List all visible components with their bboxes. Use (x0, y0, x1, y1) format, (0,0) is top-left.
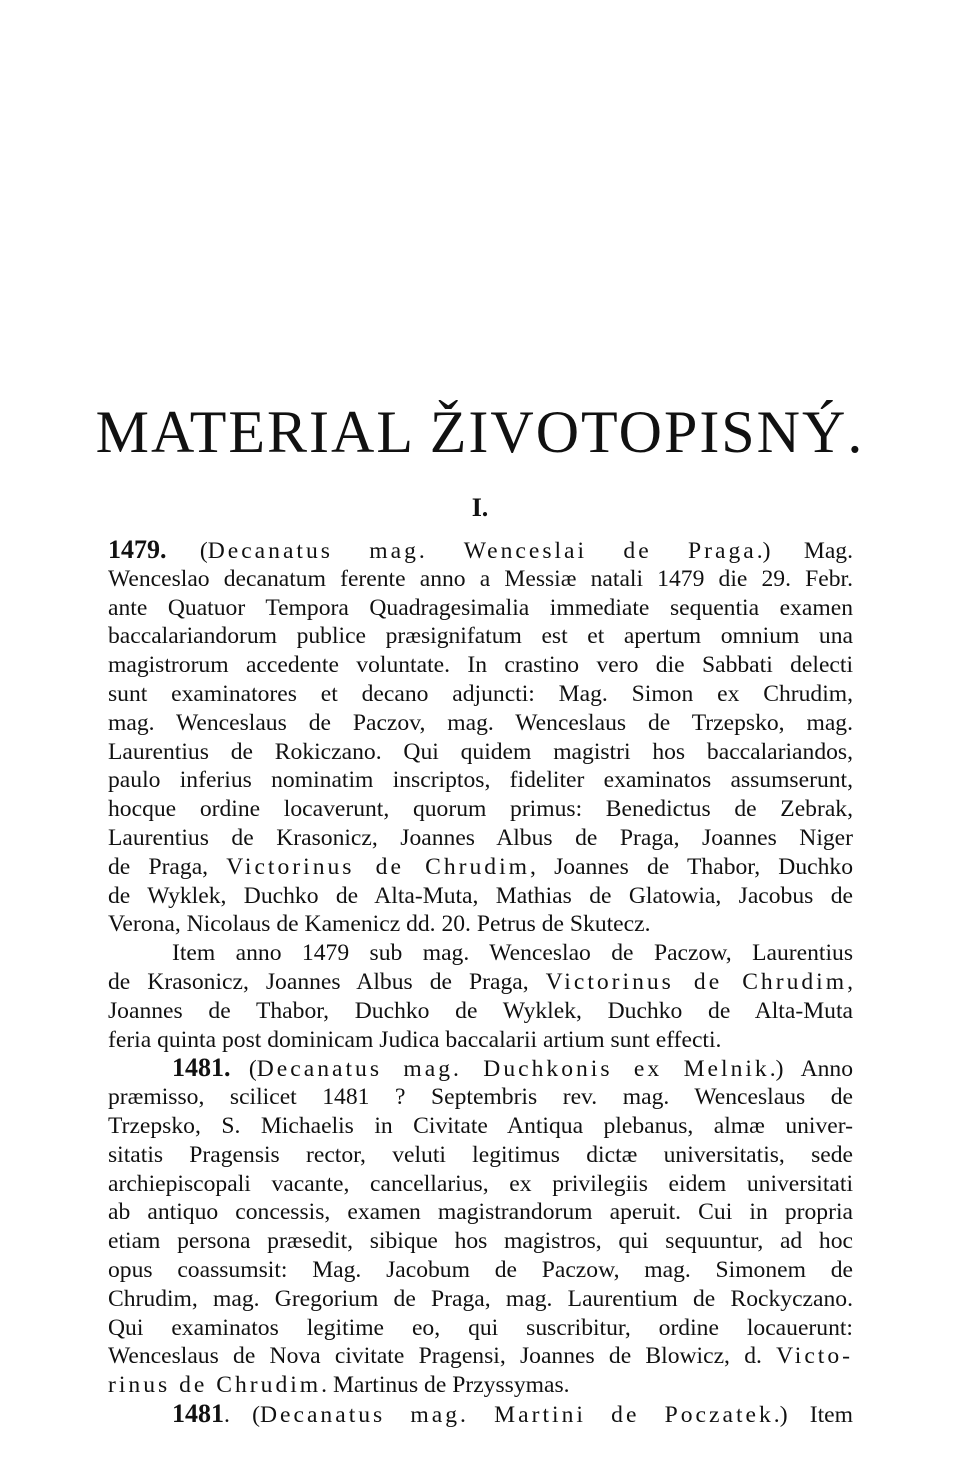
text-line (108, 824, 853, 853)
text-run: mag. Wenceslaus de Paczov, mag. Wenceslaus de Trzepsko, mag. (108, 709, 853, 736)
text-run: Qui examinatos legitime eo, qui suscribitur, ordine locauerunt: (108, 1314, 853, 1341)
text-line (108, 1141, 853, 1170)
page-title: MATERIAL ŽIVOTOPISNÝ. (95, 399, 865, 465)
entry-year: 1481 (172, 1398, 224, 1428)
text-run: sitatis Pragensis rector, veluti legitimus dictæ universitatis, sede (108, 1141, 853, 1168)
text-line (108, 997, 853, 1026)
text-line (108, 1371, 853, 1400)
text-run: magistrorum accedente voluntate. In crastino vero die Sabbati delecti (108, 652, 853, 679)
text-line (108, 853, 853, 882)
text-run: Chrudim, mag. Gregorium de Praga, mag. Laurentium de Rockyczano. (108, 1285, 853, 1312)
spaced-text: Victorinus de Chrudim (226, 853, 531, 880)
text-run: etiam persona præsedit, sibique hos magistros, qui sequuntur, ad hoc (108, 1228, 853, 1255)
text-run: Laurentius de Krasonicz, Joannes Albus de Praga, Joannes Niger (108, 824, 853, 851)
text-run: baccalariandorum publice præsignifatum est et apertum omnium una (108, 623, 853, 650)
text-line (108, 738, 853, 767)
body-text (108, 536, 853, 1429)
text-line (108, 622, 853, 651)
text-run: hocque ordine locaverunt, quorum primus: Benedictus de Zebrak, (108, 796, 853, 823)
text-run: , (847, 968, 853, 995)
entry-year: 1481. (172, 1053, 231, 1083)
text-run: .) Mag. (756, 538, 853, 564)
text-run: Wenceslaus de Nova civitate Pragensi, Joannes de Blowicz, d. (108, 1343, 777, 1370)
text-line (108, 1112, 853, 1141)
text-run: archiepiscopali vacante, cancellarius, ex privilegiis eidem universitati (108, 1170, 853, 1197)
text-line (108, 680, 853, 709)
text-run: Wenceslao decanatum ferente anno a Messiæ natali 1479 die 29. Febr. (108, 565, 853, 592)
text-run: opus coassumsit: Mag. Jacobum de Paczow, mag. Simonem de (108, 1256, 853, 1283)
text-line (108, 1227, 853, 1256)
text-line (108, 1285, 853, 1314)
text-line (108, 882, 853, 911)
text-run: . Martinus de Przyssymas. (321, 1372, 570, 1399)
text-line (108, 1026, 853, 1055)
spaced-text: Decanatus mag. Martini de Poczatek (259, 1401, 774, 1428)
text-line (108, 795, 853, 824)
spaced-text: Decanatus mag. Wenceslai de Praga (207, 538, 757, 564)
text-run: feria quinta post dominicam Judica baccalarii artium sunt effecti. (108, 1026, 722, 1053)
text-line (108, 1314, 853, 1343)
spaced-text: rinus de Chrudim (108, 1372, 322, 1399)
spaced-text: Decanatus mag. Duchkonis ex Melnik (256, 1056, 770, 1083)
text-run: sunt examinatores et decano adjuncti: Mag. Simon ex Chrudim, (108, 680, 853, 707)
text-run: de Krasonicz, Joannes Albus de Praga, (108, 968, 546, 995)
text-line (108, 565, 853, 594)
text-run: .) Anno (769, 1056, 854, 1083)
text-line (108, 536, 853, 565)
text-line (108, 968, 853, 997)
text-line (108, 1342, 853, 1371)
text-line (108, 651, 853, 680)
text-run: ( (166, 538, 208, 564)
text-run: Laurentius de Rokiczano. Qui quidem magistri hos baccalariandos, (108, 738, 853, 765)
text-run: . ( (224, 1401, 260, 1428)
text-run: paulo inferius nominatim inscriptos, fideliter examinatos assumserunt, (108, 767, 853, 794)
text-line (108, 594, 853, 623)
text-run: .) Item (773, 1401, 853, 1428)
text-run: Trzepsko, S. Michaelis in Civitate Antiqua plebanus, almæ univer- (108, 1112, 853, 1139)
text-line (108, 1400, 853, 1429)
text-run: ante Quatuor Tempora Quadragesimalia immediate sequentia examen (108, 594, 853, 621)
text-line (108, 939, 853, 968)
text-line (108, 1083, 853, 1112)
text-line (108, 709, 853, 738)
text-run: de Praga, (108, 853, 227, 880)
text-line (108, 1054, 853, 1083)
text-run: præmisso, scilicet 1481 ? Septembris rev. mag. Wenceslaus de (108, 1084, 853, 1111)
text-line (108, 1170, 853, 1199)
text-run: Verona, Nicolaus de Kamenicz dd. 20. Petrus de Skutecz. (108, 911, 651, 938)
entry-year: 1479. (108, 535, 167, 564)
text-line (108, 910, 853, 939)
text-run: Joannes de Thabor, Duchko de Wyklek, Duchko de Alta-Muta (108, 997, 853, 1024)
spaced-text: Victo- (776, 1343, 853, 1370)
text-run: ( (230, 1056, 257, 1083)
text-line (108, 1256, 853, 1285)
text-run: , Joannes de Thabor, Duchko (530, 853, 853, 880)
text-run: ab antiquo concessis, examen magistrandorum aperuit. Cui in propria (108, 1199, 853, 1226)
text-run: de Wyklek, Duchko de Alta-Muta, Mathias de Glatowia, Jacobus de (108, 882, 853, 909)
section-number: I. (471, 493, 489, 522)
text-line (108, 766, 853, 795)
text-run: Item anno 1479 sub mag. Wenceslao de Paczow, Laurentius (172, 940, 853, 967)
text-line (108, 1198, 853, 1227)
spaced-text: Victorinus de Chrudim (545, 968, 848, 995)
